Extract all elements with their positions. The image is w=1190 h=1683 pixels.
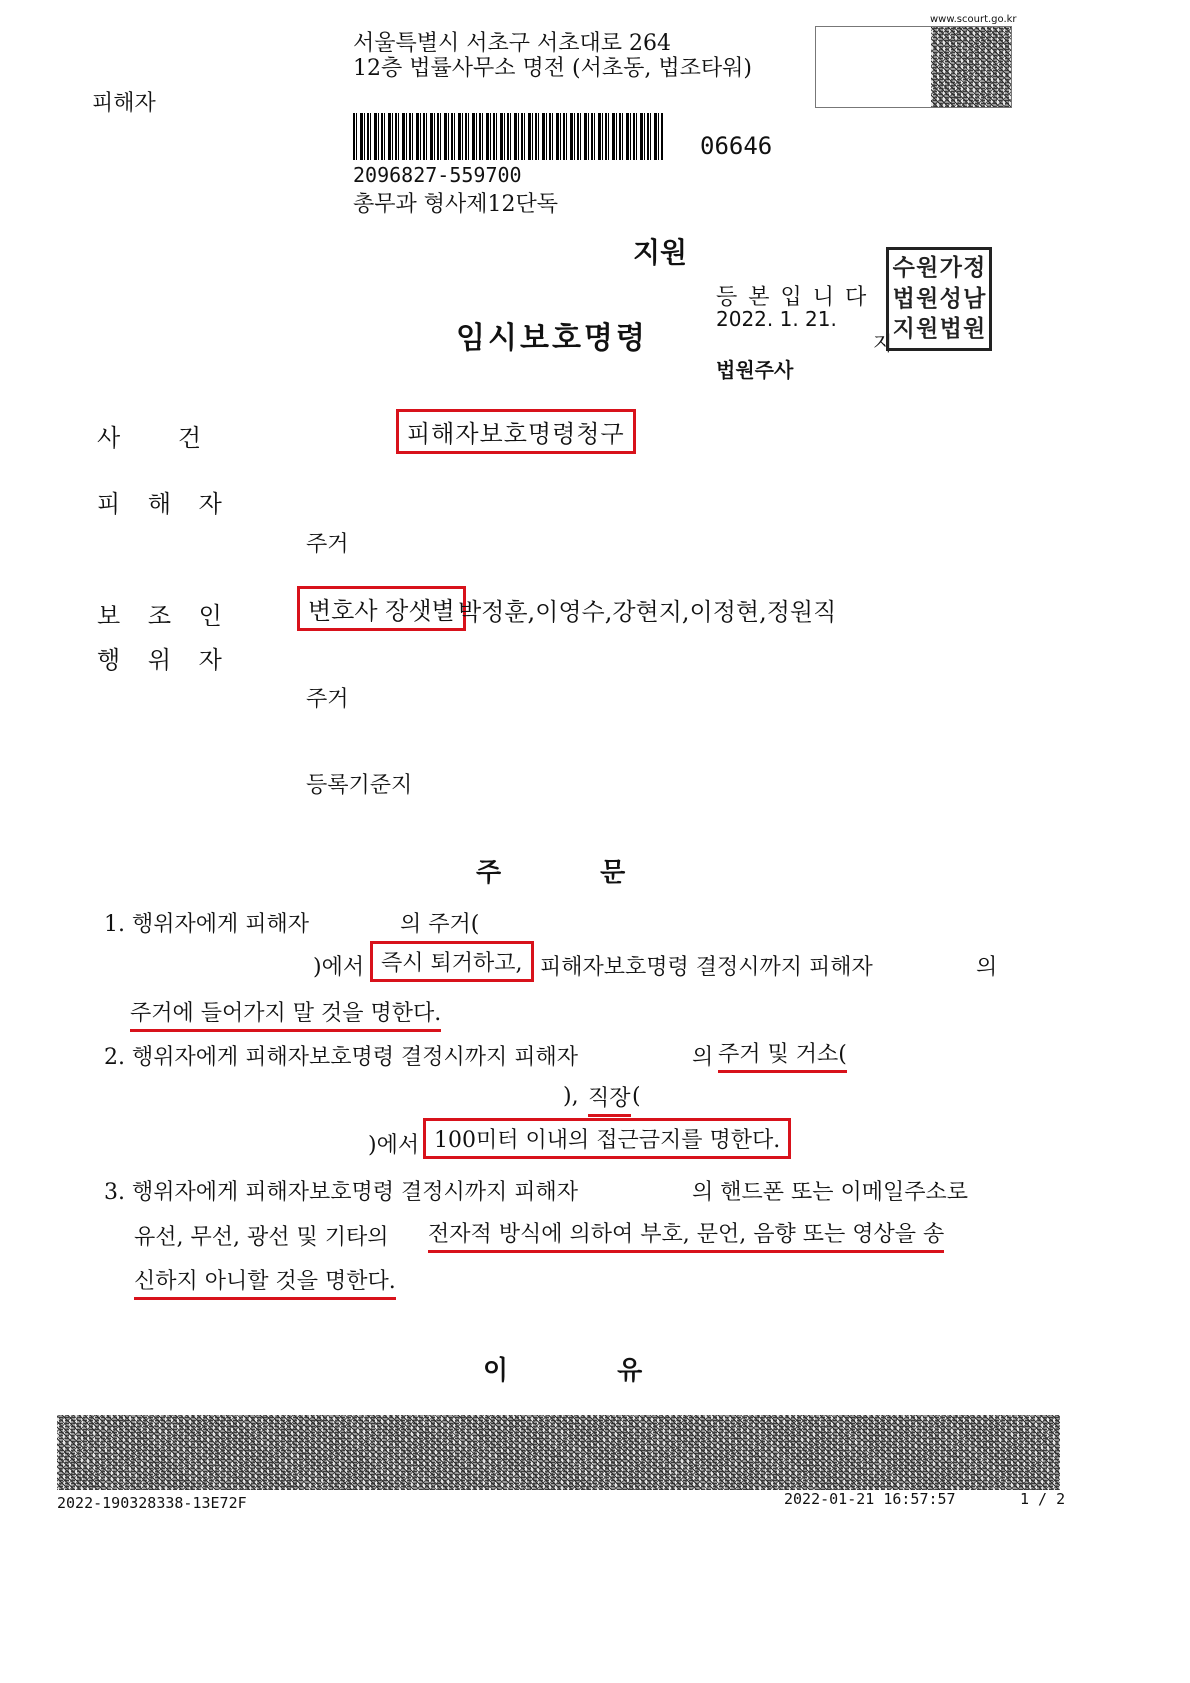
case-value: 피해자보호명령청구	[396, 409, 636, 454]
barcode-number: 2096827-559700	[353, 163, 522, 187]
order-2-underline-workplace: 직장	[588, 1081, 631, 1117]
reason-title: 이 유	[483, 1356, 643, 1386]
order-2-from: )에서	[368, 1133, 420, 1158]
department: 총무과 형사제12단독	[353, 192, 559, 217]
seal-char: 가	[939, 254, 962, 281]
case-label: 사 건	[97, 424, 201, 452]
sender-address-line1: 서울특별시 서초구 서초대로 264	[353, 31, 671, 56]
site-url: www.scourt.go.kr	[930, 14, 1017, 25]
recipient-label: 피해자	[92, 91, 156, 116]
seal-char: 법	[892, 284, 915, 312]
order-1-from: )에서	[313, 955, 365, 980]
print-timestamp: 2022-01-21 16:57:57	[784, 1490, 956, 1508]
order-2-start: 2. 행위자에게 피해자보호명령 결정시까지 피해자	[104, 1045, 579, 1070]
order-2-close: ),	[563, 1084, 579, 1109]
victim-label: 피 해 자	[97, 490, 222, 518]
order-3-start: 3. 행위자에게 피해자보호명령 결정시까지 피해자	[104, 1180, 579, 1205]
qr-code-icon	[931, 27, 1011, 107]
zip-code: 06646	[700, 132, 773, 160]
assistant-highlight: 변호사 장샛별	[297, 586, 466, 631]
order-1-start: 1. 행위자에게 피해자	[104, 912, 309, 937]
order-1-underline: 주거에 들어가지 말 것을 명한다.	[130, 996, 441, 1032]
page-number: 1 / 2	[1020, 1490, 1066, 1508]
order-1-residence: 의 주거(	[400, 912, 480, 937]
order-1-until: 피해자보호명령 결정시까지 피해자	[540, 955, 873, 980]
order-3-underline-2: 신하지 아니할 것을 명한다.	[134, 1264, 396, 1300]
order-3-phone: 의 핸드폰 또는 이메일주소로	[692, 1180, 969, 1205]
seal-char: 지	[892, 315, 915, 343]
seal-char: 법	[939, 315, 962, 343]
officer-fragment: 지	[873, 331, 893, 355]
order-1-highlight: 즉시 퇴거하고,	[370, 941, 534, 982]
court-name: 지원	[633, 236, 688, 269]
certification-date: 2022. 1. 21.	[716, 307, 837, 331]
court-officer: 법원주사	[716, 358, 794, 382]
order-3-methods: 유선, 무선, 광선 및 기타의	[134, 1225, 389, 1250]
document-title: 임시보호명령	[456, 321, 648, 356]
seal-char: 원	[963, 315, 986, 343]
order-2-underline-residence: 주거 및 거소(	[718, 1037, 847, 1073]
seal-char: 성	[939, 284, 962, 312]
seal-char: 원	[916, 284, 939, 312]
seal-char: 수	[892, 254, 915, 281]
order-2-highlight: 100미터 이내의 접근금지를 명한다.	[423, 1118, 791, 1159]
qr-code-area	[815, 26, 1012, 108]
postal-barcode	[353, 113, 663, 160]
offender-address-label: 주거	[306, 687, 349, 712]
seal-char: 원	[916, 315, 939, 343]
seal-char: 정	[963, 254, 986, 281]
assistant-names: 박정훈,이영수,강현지,이정현,정원직	[458, 598, 837, 626]
offender-label: 행 위 자	[97, 646, 222, 674]
seal-char: 남	[963, 284, 986, 312]
assistant-label: 보 조 인	[97, 602, 222, 630]
order-3-underline-1: 전자적 방식에 의하여 부호, 문언, 음향 또는 영상을 송	[428, 1217, 944, 1253]
order-2-paren: (	[632, 1084, 641, 1109]
certified-copy-stamp: 등 본 입 니 다	[716, 285, 869, 310]
registration-label: 등록기준지	[306, 773, 413, 798]
security-pattern-icon	[57, 1415, 1060, 1490]
order-1-of: 의	[976, 955, 998, 980]
court-seal-icon	[886, 247, 992, 351]
victim-address-label: 주거	[306, 532, 349, 557]
document-id: 2022-190328338-13E72F	[57, 1494, 247, 1512]
order-2-of: 의	[692, 1045, 714, 1070]
sender-address-line2: 12층 법률사무소 명전 (서초동, 법조타워)	[353, 56, 752, 81]
order-title: 주 문	[476, 858, 626, 888]
seal-char: 원	[916, 254, 939, 281]
